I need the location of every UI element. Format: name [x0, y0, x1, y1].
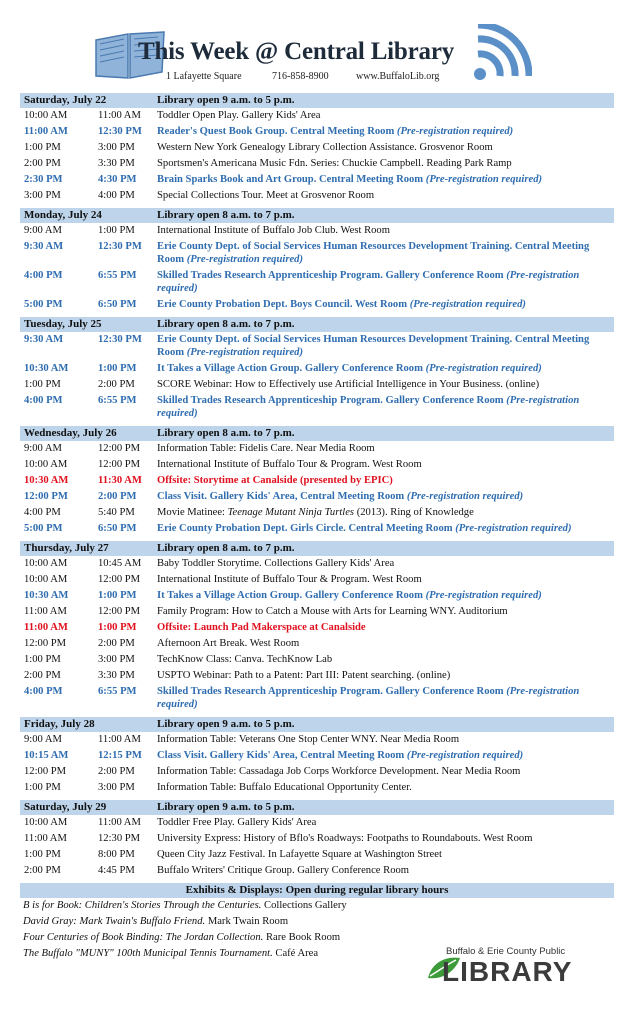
event-row [20, 489, 614, 505]
event-end-time: 3:30 PM [98, 670, 135, 681]
registration-note: (Pre-registration required) [157, 686, 580, 710]
event-row [20, 780, 614, 796]
address-text: 1 Lafayette Square [166, 71, 242, 82]
event-row [20, 156, 614, 172]
event-title: Toddler Free Play. Gallery Kids' Area [157, 817, 317, 828]
event-title: It Takes a Village Action Group. Gallery Conference Room [157, 363, 423, 374]
registration-note: (Pre-registration required) [157, 270, 580, 294]
event-end-time: 12:30 PM [98, 334, 142, 345]
event-end-time: 1:00 PM [98, 590, 137, 601]
day-block [20, 93, 614, 204]
event-row [20, 732, 614, 748]
event-end-time: 10:45 AM [98, 558, 142, 569]
event-start-time: 11:00 AM [24, 606, 67, 617]
event-title: Information Table: Cassadaga Job Corps Workforce Development. Near Media Room [157, 766, 521, 777]
event-description [157, 864, 614, 877]
event-description [157, 557, 614, 570]
event-title: Baby Toddler Storytime. Collections Gallery Kids' Area [157, 558, 395, 569]
day-hours: Library open 9 a.m. to 5 p.m. [157, 801, 295, 813]
exhibit-location: Rare Book Room [265, 932, 341, 943]
event-title: Class Visit. Gallery Kids' Area, Central Meeting Room [157, 491, 405, 502]
logo-top-text: Buffalo & Erie County Public [446, 946, 566, 957]
wifi-signal-icon [466, 24, 532, 86]
event-description [157, 298, 614, 311]
day-header [20, 208, 614, 223]
event-start-time: 12:00 PM [24, 766, 67, 777]
event-start-time: 9:30 AM [24, 334, 64, 345]
day-header [20, 93, 614, 108]
registration-note: (Pre-registration required) [406, 750, 524, 761]
event-film-title: Teenage Mutant Ninja Turtles [227, 507, 355, 518]
day-name: Monday, July 24 [24, 209, 102, 221]
registration-note: (Pre-registration required) [455, 523, 572, 534]
day-name: Thursday, July 27 [24, 542, 109, 554]
event-row [20, 239, 614, 268]
event-description [157, 189, 614, 202]
day-header [20, 541, 614, 556]
event-start-time: 1:00 PM [24, 849, 61, 860]
event-row [20, 223, 614, 239]
event-row [20, 521, 614, 537]
exhibit-title: Four Centuries of Book Binding: The Jordan Collection. [23, 932, 264, 943]
exhibit-title: David Gray: Mark Twain's Buffalo Friend. [23, 916, 206, 927]
event-end-time: 6:50 PM [98, 299, 137, 310]
event-start-time: 10:00 AM [24, 558, 68, 569]
day-hours: Library open 8 a.m. to 7 p.m. [157, 542, 295, 554]
event-title: Skilled Trades Research Apprenticeship Program. Gallery Conference Room [157, 686, 504, 697]
event-end-time: 11:00 AM [98, 110, 141, 121]
event-start-time: 4:00 PM [24, 395, 63, 406]
exhibits-header: Exhibits & Displays: Open during regular library hours [20, 883, 614, 898]
event-title: University Express: History of Bflo's Roadways: Footpaths to Roundabouts. West Room [157, 833, 533, 844]
event-end-time: 12:30 PM [98, 833, 141, 844]
event-row [20, 124, 614, 140]
event-row [20, 668, 614, 684]
event-start-time: 10:00 AM [24, 817, 68, 828]
event-title: Toddler Open Play. Gallery Kids' Area [157, 110, 321, 121]
event-start-time: 4:00 PM [24, 507, 61, 518]
website-link[interactable]: www.BuffaloLib.org [356, 71, 440, 82]
event-row [20, 863, 614, 879]
event-end-time: 3:00 PM [98, 654, 135, 665]
event-end-time: 1:00 PM [98, 225, 135, 236]
event-description [157, 506, 614, 519]
event-end-time: 4:00 PM [98, 190, 135, 201]
event-title: Class Visit. Gallery Kids' Area, Central Meeting Room [157, 750, 405, 761]
weekly-schedule [20, 93, 614, 962]
day-header [20, 800, 614, 815]
event-description [157, 522, 614, 535]
day-block [20, 317, 614, 422]
event-description [157, 589, 614, 602]
event-row [20, 377, 614, 393]
event-row [20, 572, 614, 588]
event-title: Skilled Trades Research Apprenticeship Program. Gallery Conference Room [157, 395, 504, 406]
event-end-time: 1:00 PM [98, 622, 137, 633]
event-end-time: 11:00 AM [98, 734, 141, 745]
event-end-time: 11:30 AM [98, 475, 142, 486]
event-description [157, 240, 614, 266]
exhibit-row [20, 930, 614, 946]
event-description [157, 669, 614, 682]
event-end-time: 6:55 PM [98, 686, 137, 697]
exhibit-location: Collections Gallery [264, 900, 347, 911]
registration-note: (Pre-registration required) [396, 126, 514, 137]
event-end-time: 2:00 PM [98, 766, 135, 777]
exhibit-row [20, 914, 614, 930]
event-description [157, 125, 614, 138]
day-block [20, 717, 614, 796]
event-description [157, 474, 614, 487]
day-hours: Library open 9 a.m. to 5 p.m. [157, 94, 295, 106]
day-header [20, 426, 614, 441]
event-title: Information Table: Buffalo Educational Opportunity Center. [157, 782, 412, 793]
event-description [157, 765, 614, 778]
event-row [20, 620, 614, 636]
day-header [20, 717, 614, 732]
event-end-time: 4:30 PM [98, 174, 137, 185]
event-start-time: 4:00 PM [24, 270, 63, 281]
day-name: Saturday, July 22 [24, 94, 107, 106]
event-description [157, 442, 614, 455]
event-end-time: 6:50 PM [98, 523, 137, 534]
library-logo [426, 946, 614, 990]
event-title: Offsite: Storytime at Canalside (presented by EPIC) [157, 475, 393, 486]
event-start-time: 10:15 AM [24, 750, 69, 761]
event-start-time: 11:00 AM [24, 622, 68, 633]
event-row [20, 748, 614, 764]
event-start-time: 9:00 AM [24, 443, 62, 454]
event-row [20, 764, 614, 780]
event-end-time: 12:00 PM [98, 443, 141, 454]
event-title: Erie County Probation Dept. Boys Council. West Room [157, 299, 408, 310]
event-description [157, 224, 614, 237]
event-row [20, 188, 614, 204]
event-title: Family Program: How to Catch a Mouse with Arts for Learning WNY. Auditorium [157, 606, 508, 617]
event-start-time: 2:00 PM [24, 158, 61, 169]
registration-note: (Pre-registration required) [409, 299, 526, 310]
event-description [157, 621, 614, 634]
event-title: Afternoon Art Break. West Room [157, 638, 300, 649]
event-title: TechKnow Class: Canva. TechKnow Lab [157, 654, 333, 665]
event-start-time: 9:00 AM [24, 225, 62, 236]
logo-main-text: LIBRARY [442, 956, 573, 987]
exhibit-location: Café Area [275, 948, 319, 959]
event-title: Sportsmen's Americana Music Fdn. Series: Chuckie Campbell. Reading Park Ramp [157, 158, 512, 169]
registration-note: (Pre-registration required) [425, 590, 542, 601]
event-row [20, 393, 614, 422]
event-description [157, 749, 614, 762]
phone-text: 716-858-8900 [272, 71, 329, 82]
event-row [20, 652, 614, 668]
day-hours: Library open 9 a.m. to 5 p.m. [157, 718, 295, 730]
event-end-time: 3:00 PM [98, 142, 135, 153]
page-header [0, 0, 622, 92]
day-hours: Library open 8 a.m. to 7 p.m. [157, 209, 295, 221]
event-title: Erie County Probation Dept. Girls Circle. Central Meeting Room [157, 523, 453, 534]
event-row [20, 505, 614, 521]
day-name: Tuesday, July 25 [24, 318, 102, 330]
registration-note: (Pre-registration required) [425, 363, 542, 374]
event-description [157, 269, 614, 295]
event-title: International Institute of Buffalo Tour & Program. West Room [157, 574, 422, 585]
event-end-time: 5:40 PM [98, 507, 135, 518]
event-start-time: 10:30 AM [24, 590, 69, 601]
event-end-time: 8:00 PM [98, 849, 135, 860]
day-block [20, 541, 614, 713]
registration-note: (Pre-registration required) [406, 491, 524, 502]
event-description [157, 573, 614, 586]
day-block [20, 800, 614, 879]
day-block [20, 426, 614, 537]
event-start-time: 11:00 AM [24, 833, 67, 844]
event-row [20, 684, 614, 713]
day-hours: Library open 8 a.m. to 7 p.m. [157, 427, 295, 439]
exhibit-row [20, 898, 614, 914]
event-row [20, 847, 614, 863]
page-title: This Week @ Central Library [138, 38, 455, 65]
event-title: Offsite: Launch Pad Makerspace at Canalside [157, 622, 366, 633]
event-start-time: 1:00 PM [24, 782, 61, 793]
event-title: Skilled Trades Research Apprenticeship Program. Gallery Conference Room [157, 270, 504, 281]
registration-note: (Pre-registration required) [425, 174, 543, 185]
day-name: Wednesday, July 26 [24, 427, 117, 439]
event-title: Buffalo Writers' Critique Group. Gallery Conference Room [157, 865, 410, 876]
event-row [20, 604, 614, 620]
event-description [157, 733, 614, 746]
event-description [157, 157, 614, 170]
event-end-time: 3:30 PM [98, 158, 135, 169]
event-end-time: 12:15 PM [98, 750, 142, 761]
event-start-time: 1:00 PM [24, 654, 61, 665]
event-row [20, 268, 614, 297]
event-end-time: 6:55 PM [98, 395, 137, 406]
event-start-time: 10:00 AM [24, 459, 68, 470]
event-description [157, 141, 614, 154]
event-title: Erie County Dept. of Social Services Human Resources Development Training. Central Meeting Room [157, 241, 590, 265]
event-end-time: 2:00 PM [98, 379, 135, 390]
event-description [157, 653, 614, 666]
event-end-time: 4:45 PM [98, 865, 135, 876]
event-description [157, 378, 614, 391]
day-block [20, 208, 614, 313]
day-name: Saturday, July 29 [24, 801, 107, 813]
event-description [157, 394, 614, 420]
event-row [20, 108, 614, 124]
event-title: Movie Matinee: [157, 507, 228, 518]
event-row [20, 361, 614, 377]
event-start-time: 10:30 AM [24, 475, 69, 486]
exhibit-title: B is for Book: Children's Stories Through the Centuries. [23, 900, 262, 911]
event-title: SCORE Webinar: How to Effectively use Artificial Intelligence in Your Business. (online) [157, 379, 540, 390]
event-description [157, 109, 614, 122]
event-row [20, 441, 614, 457]
event-title: Reader's Quest Book Group. Central Meeting Room [157, 126, 395, 137]
event-end-time: 6:55 PM [98, 270, 137, 281]
event-end-time: 2:00 PM [98, 491, 137, 502]
event-title: Erie County Dept. of Social Services Human Resources Development Training. Central Meeting Room [157, 334, 590, 358]
event-start-time: 1:00 PM [24, 142, 61, 153]
event-row [20, 457, 614, 473]
event-title: Western New York Genealogy Library Collection Assistance. Grosvenor Room [157, 142, 493, 153]
event-title: Special Collections Tour. Meet at Grosvenor Room [157, 190, 375, 201]
event-end-time: 1:00 PM [98, 363, 137, 374]
event-start-time: 3:00 PM [24, 190, 61, 201]
event-start-time: 1:00 PM [24, 379, 61, 390]
event-row [20, 473, 614, 489]
event-description [157, 605, 614, 618]
event-start-time: 12:00 PM [24, 491, 68, 502]
event-title: Information Table: Fidelis Care. Near Media Room [157, 443, 375, 454]
exhibit-title: The Buffalo "MUNY" 100th Municipal Tennis Tournament. [23, 948, 273, 959]
event-row [20, 172, 614, 188]
event-title: It Takes a Village Action Group. Gallery Conference Room [157, 590, 423, 601]
event-description [157, 490, 614, 503]
exhibit-location: Mark Twain Room [207, 916, 289, 927]
event-start-time: 2:30 PM [24, 174, 63, 185]
registration-note: (Pre-registration required) [157, 395, 580, 419]
event-description [157, 848, 614, 861]
event-start-time: 2:00 PM [24, 865, 61, 876]
event-description [157, 333, 614, 359]
day-header [20, 317, 614, 332]
event-end-time: 2:00 PM [98, 638, 135, 649]
event-description [157, 685, 614, 711]
event-description [157, 637, 614, 650]
event-end-time: 12:30 PM [98, 241, 142, 252]
event-title-suffix: (2013). Ring of Knowledge [354, 507, 474, 518]
registration-note: (Pre-registration required) [186, 254, 303, 265]
event-row [20, 297, 614, 313]
event-description [157, 458, 614, 471]
event-title: International Institute of Buffalo Tour & Program. West Room [157, 459, 422, 470]
event-start-time: 10:00 AM [24, 110, 68, 121]
event-title: Brain Sparks Book and Art Group. Central Meeting Room [157, 174, 424, 185]
event-row [20, 815, 614, 831]
event-end-time: 11:00 AM [98, 817, 141, 828]
event-start-time: 5:00 PM [24, 299, 63, 310]
event-end-time: 12:30 PM [98, 126, 142, 137]
event-title: Queen City Jazz Festival. In Lafayette Square at Washington Street [157, 849, 442, 860]
event-title: International Institute of Buffalo Job Club. West Room [157, 225, 390, 236]
registration-note: (Pre-registration required) [186, 347, 303, 358]
event-description [157, 832, 614, 845]
event-title: USPTO Webinar: Path to a Patent: Part III: Patent searching. (online) [157, 670, 451, 681]
event-start-time: 5:00 PM [24, 523, 63, 534]
event-description [157, 173, 614, 186]
event-start-time: 10:00 AM [24, 574, 68, 585]
event-row [20, 588, 614, 604]
day-name: Friday, July 28 [24, 718, 95, 730]
event-start-time: 10:30 AM [24, 363, 69, 374]
event-start-time: 9:30 AM [24, 241, 64, 252]
event-end-time: 3:00 PM [98, 782, 135, 793]
event-start-time: 11:00 AM [24, 126, 68, 137]
event-row [20, 556, 614, 572]
event-end-time: 12:00 PM [98, 459, 141, 470]
event-row [20, 332, 614, 361]
event-title: Information Table: Veterans One Stop Center WNY. Near Media Room [157, 734, 460, 745]
event-row [20, 140, 614, 156]
event-start-time: 2:00 PM [24, 670, 61, 681]
event-description [157, 781, 614, 794]
event-start-time: 4:00 PM [24, 686, 63, 697]
event-start-time: 9:00 AM [24, 734, 62, 745]
event-row [20, 831, 614, 847]
event-description [157, 816, 614, 829]
event-row [20, 636, 614, 652]
event-end-time: 12:00 PM [98, 574, 141, 585]
event-end-time: 12:00 PM [98, 606, 141, 617]
day-hours: Library open 8 a.m. to 7 p.m. [157, 318, 295, 330]
event-start-time: 12:00 PM [24, 638, 67, 649]
event-description [157, 362, 614, 375]
